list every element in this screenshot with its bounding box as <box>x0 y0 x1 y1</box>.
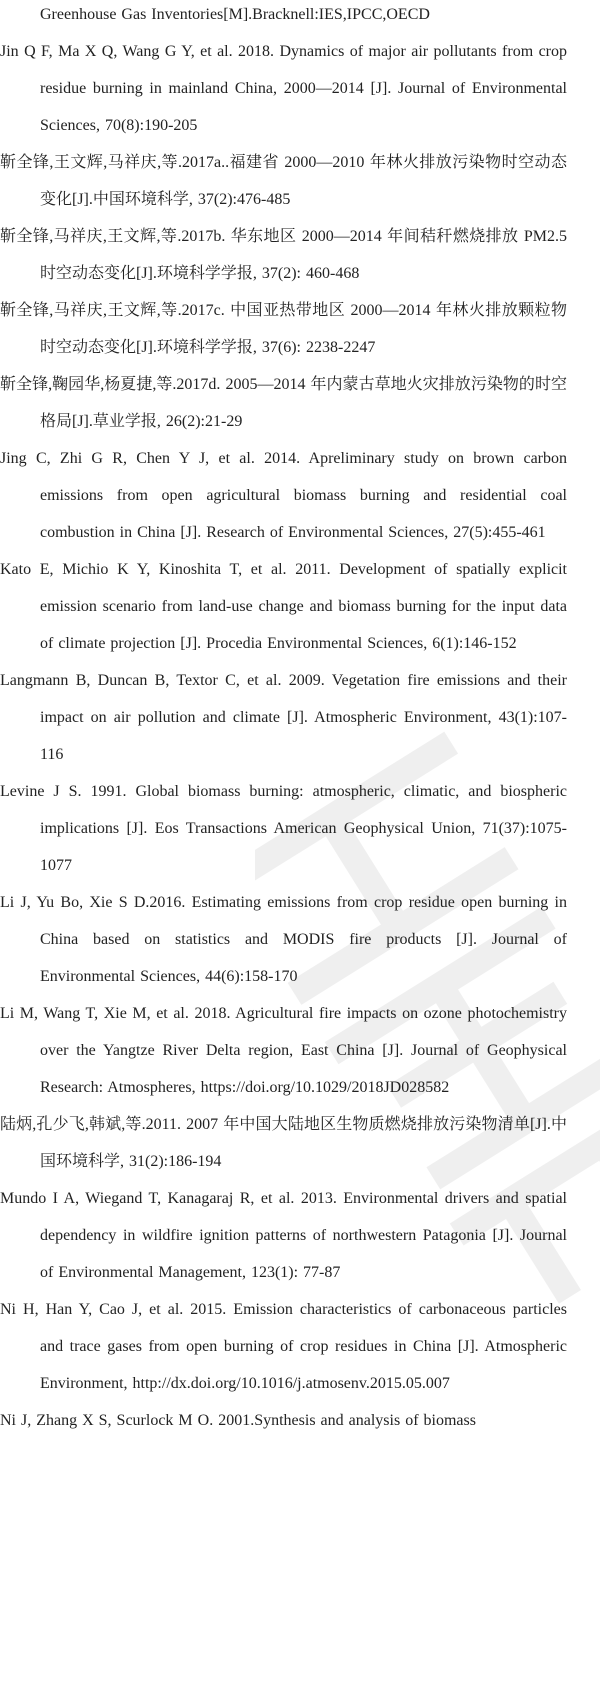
reference-entry: Langmann B, Duncan B, Textor C, et al. 2009. Vegetation fire emissions and their impact on air pollution and climate [J]. Atmospheric Environment, 43(1):107-116 <box>0 672 567 763</box>
reference-entry: Ni J, Zhang X S, Scurlock M O. 2001.Synthesis and analysis of biomass <box>0 1412 476 1429</box>
reference-entry: Jing C, Zhi G R, Chen Y J, et al. 2014. Apreliminary study on brown carbon emissions from open agricultural biomass burning and residential coal combustion in China [J]. Research of Environmental Sciences, 27(5):455-461 <box>0 450 567 541</box>
reference-entry: Li J, Yu Bo, Xie S D.2016. Estimating emissions from crop residue open burning in China based on statistics and MODIS fire products [J]. Journal of Environmental Sciences, 44(6):158-170 <box>0 894 567 985</box>
reference-entry: Levine J S. 1991. Global biomass burning: atmospheric, climatic, and biospheric implications [J]. Eos Transactions American Geophysical Union, 71(37):1075-1077 <box>0 783 567 874</box>
reference-entry: Li M, Wang T, Xie M, et al. 2018. Agricultural fire impacts on ozone photochemistry over the Yangtze River Delta region, East China [J]. Journal of Geophysical Research: Atmospheres, https://doi.org/10.1029/2018JD028582 <box>0 1005 567 1096</box>
reference-entry: 靳全锋,马祥庆,王文辉,等.2017b. 华东地区 2000—2014 年间秸秆燃烧排放 PM2.5 时空动态变化[J].环境科学学报, 37(2): 460-468 <box>0 228 567 282</box>
reference-entry: 靳全锋,王文辉,马祥庆,等.2017a..福建省 2000—2010 年林火排放污染物时空动态变化[J].中国环境科学, 37(2):476-485 <box>0 154 567 208</box>
reference-entry: Kato E, Michio K Y, Kinoshita T, et al. 2011. Development of spatially explicit emission scenario from land-use change and biomass burning for the input data of climate projection [J]. Procedia Environmental Sciences, 6(1):146-152 <box>0 561 567 652</box>
reference-entry: Ni H, Han Y, Cao J, et al. 2015. Emission characteristics of carbonaceous particles and trace gases from open burning of crop residues in China [J]. Atmospheric Environment, http://dx.doi.org/10.1016/j.atmosenv.2015.05.007 <box>0 1301 567 1392</box>
reference-entry: Jin Q F, Ma X Q, Wang G Y, et al. 2018. Dynamics of major air pollutants from crop residue burning in mainland China, 2000—2014 [J]. Journal of Environmental Sciences, 70(8):190-205 <box>0 43 567 134</box>
reference-entry: 靳全锋,鞠园华,杨夏捷,等.2017d. 2005—2014 年内蒙古草地火灾排放污染物的时空格局[J].草业学报, 26(2):21-29 <box>0 376 567 430</box>
reference-entry: Mundo I A, Wiegand T, Kanagaraj R, et al. 2013. Environmental drivers and spatial dependency in wildfire ignition patterns of northwestern Patagonia [J]. Journal of Environmental Management, 123(1): 77-87 <box>0 1190 567 1281</box>
reference-entry: 靳全锋,马祥庆,王文辉,等.2017c. 中国亚热带地区 2000—2014 年林火排放颗粒物时空动态变化[J].环境科学学报, 37(6): 2238-2247 <box>0 302 567 356</box>
reference-entry: Greenhouse Gas Inventories[M].Bracknell:IES,IPCC,OECD <box>40 6 430 23</box>
reference-entry: 陆炳,孔少飞,韩斌,等.2011. 2007 年中国大陆地区生物质燃烧排放污染物清单[J].中国环境科学, 31(2):186-194 <box>0 1116 567 1170</box>
